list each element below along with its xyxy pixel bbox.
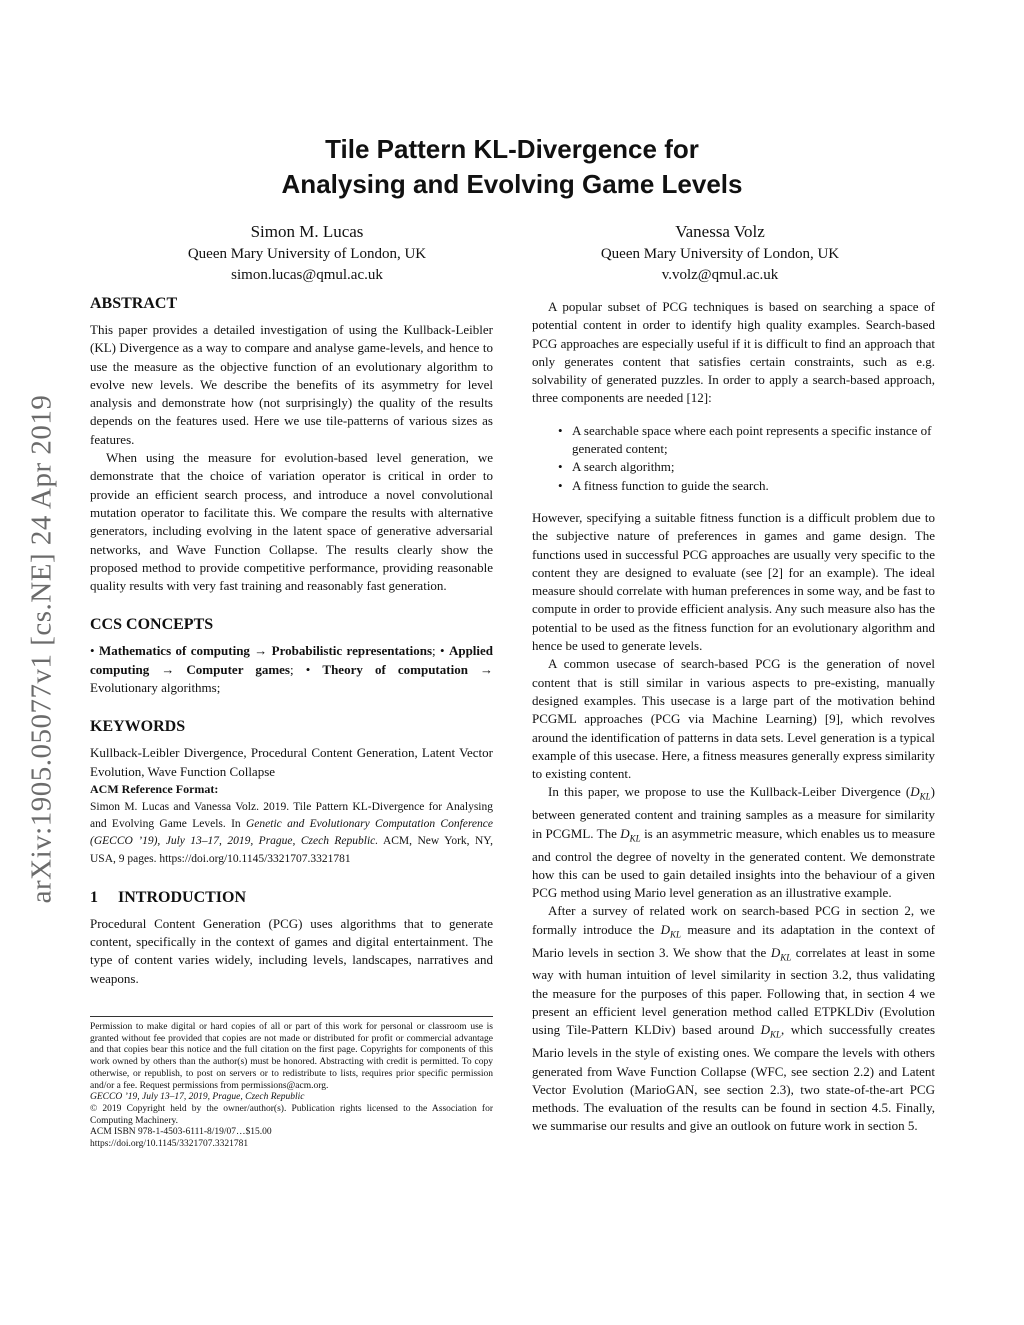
author-email: simon.lucas@qmul.ac.uk [231,267,383,283]
footnote-conference: GECCO ’19, July 13–17, 2019, Prague, Czech Republic [90,1092,305,1103]
keywords-heading: KEYWORDS [90,718,186,736]
title-line-2: Analysing and Evolving Game Levels [281,169,743,199]
ccs-concepts: • Mathematics of computing → Probabilistic representations; • Applied computing → Computer games; • Theory of computation → Evolutionary algorithms; [90,643,494,696]
arxiv-identifier: arXiv:1905.05077v1 [cs.NE] 24 Apr 2019 [25,394,58,904]
author-affiliation: Queen Mary University of London, UK [600,246,840,262]
body-paragraph-2: However, specifying a suitable fitness function is a difficult problem due to the subjective nature of preferences in games and game design. The functions used in successful PCG approaches are usually very specific to the content they are designed to evaluate (see [2] for an example). The ideal measure should correlate with human preferences in some way, and be fast to compute in order to provide efficient analysis. Any such measure also has the potential to be used as the fitness function for an evolutionary algorithm and hence be used to generate levels. [532,509,935,654]
footnote-doi: https://doi.org/10.1145/3321707.3321781 [90,1139,249,1150]
ccs-item-2: Applied computing → Computer games [90,643,494,677]
acm-reference-heading: ACM Reference Format: [90,781,219,796]
ccs-item-3: Theory of computation → [322,661,494,677]
components-list [532,422,935,495]
footnote-copyright: © 2019 Copyright held by the owner/author(s). Publication rights licensed to the Association for Computing Machinery. [90,1103,493,1126]
body-paragraph-5: After a survey of related work on search-based PCG in section 2, we formally introduce the $D_{KL}$ measure and its adaptation in the context of Mario levels in section 3. We show that the $D_{KL}$ correlates at least in some way with human intuition of level similarity in section 3.2, thus validating the measure for the purposes of this paper. Following that, in section 4 we present an efficient level generation method called ETPKLDiv (Evolution using Tile-Pattern KLDiv) based around $D_{KL}$, which successfully creates Mario levels in the style of existing ones. We compare the levels with others generated from Wave Function Collapse (WFC, see section 2.2) and Latent Vector Evolution (MarioGAN, see section 2.3), two state-of-the-art PCG methods. The evaluation of the results can be found in section 4.5. Finally, we summarise our results and give an outlook on future work in section 5. [532,903,936,1134]
author-block-2 [540,220,900,286]
footnote-isbn: ACM ISBN 978-1-4503-6111-8/19/07…$15.00 [90,1127,272,1138]
keywords-text: Kullback-Leibler Divergence, Procedural Content Generation, Latent Vector Evolution, Wave Function Collapse [90,745,493,779]
author-affiliation: Queen Mary University of London, UK [187,246,427,262]
acm-reference-text: Simon M. Lucas and Vanessa Volz. 2019. Tile Pattern KL-Divergence for Analysing and Evolving Game Levels. In Genetic and Evolutionary Computation Conference (GECCO ’19), July 13–17, 2019, Prague, Czech Republic. ACM, New York, NY, USA, 9 pages. https://doi.org/10.1145/3321707.3321781 [90,800,494,865]
body-paragraph-3: A common usecase of search-based PCG is the generation of novel content that is still similar in various aspects to pre-existing, manually designed examples. This usecase is a large part of the motivation behind PCGML approaches (PCG via Machine Learning) [9], which revolves around the identification of patterns in data sets. Level generation is a typical example of this usecase. Here, a fitness measures generally express similarity to existing content. [532,656,935,782]
paper-title [150,132,874,202]
ccs-item-1: Mathematics of computing → Probabilistic representations [98,643,433,659]
title-line-1: Tile Pattern KL-Divergence for [325,134,699,164]
arxiv-sidebar [18,352,66,946]
footnote-permission: Permission to make digital or hard copies of all or part of this work for personal or classroom use is granted without fee provided that copies are not made or distributed for profit or commercial advantage and that copies bear this notice and the full citation on the first page. Copyrights for components of this work owned by others than the author(s) must be honored. Abstracting with credit is permitted. To copy otherwise, or republish, to post on servers or to redistribute to lists, requires prior specific permission and/or a fee. Request permissions from permissions@acm.org. [90,1022,493,1091]
abstract-heading: ABSTRACT [90,295,178,312]
abstract-paragraph-2: When using the measure for evolution-based level generation, we demonstrate that the choice of variation operator is critical in order to provide an efficient search process, and introduce a novel convolutional mutation operator to facilitate this. We compare the results with alternative generators, including evolving in the latent space of generative adversarial networks, and Wave Function Collapse. The results clearly show the proposed method to provide competitive performance, providing reasonable quality results with very fast training and reasonably fast generation. [90,450,493,594]
author-name: Simon M. Lucas [250,222,364,241]
introduction-heading: 1 INTRODUCTION [90,888,247,906]
copyright-footnote [90,1016,493,1151]
list-item: • A fitness function to guide the search. [558,477,769,493]
abstract-paragraph-1: This paper provides a detailed investigation of using the Kullback-Leibler (KL) Divergence as a way to compare and analyse game-levels, and hence to use the measure as the objective function of an evolutionary algorithm to evolve new levels. We describe the benefits of its asymmetry for level analysis and demonstrate how (not surprisingly) the quality of the results depends on the features used. Here we use tile-patterns of various sizes as features. [90,322,493,447]
author-block-1 [127,220,487,286]
list-item: • A search algorithm; [558,459,675,475]
right-column [532,298,935,1136]
body-paragraph-1: A popular subset of PCG techniques is based on searching a space of potential content in order to identify high quality examples. Search-based PCG approaches are especially useful if it is difficult to find an approach that only generates content that satisfies certain constraints, such as e.g. solvability of generated puzzles. In order to apply a search-based approach, three components are needed [12]: [532,299,935,406]
list-item: • A searchable space where each point represents a specific instance of generated content; [558,422,932,457]
introduction-paragraph-1: Procedural Content Generation (PCG) uses algorithms that to generate content, specifically in the context of games and digital entertainment. The type of content varies widely, including levels, landscapes, narratives and weapons. [90,915,493,986]
author-email: v.volz@qmul.ac.uk [661,267,779,283]
left-column [90,294,493,988]
body-paragraph-4: In this paper, we propose to use the Kullback-Leiber Divergence $(D_{KL})$ between generated content and training samples as a measure for similarity in PCGML. The $D_{KL}$ is an asymmetric measure, which enables us to measure and control the degree of novelty in the generated content. We demonstrate how this can be used to gain detailed insights into the behaviour of a given PCG method using Mario level generation as an illustrative example. [532,784,935,901]
ccs-heading: CCS CONCEPTS [90,616,214,634]
author-name: Vanessa Volz [675,222,765,241]
